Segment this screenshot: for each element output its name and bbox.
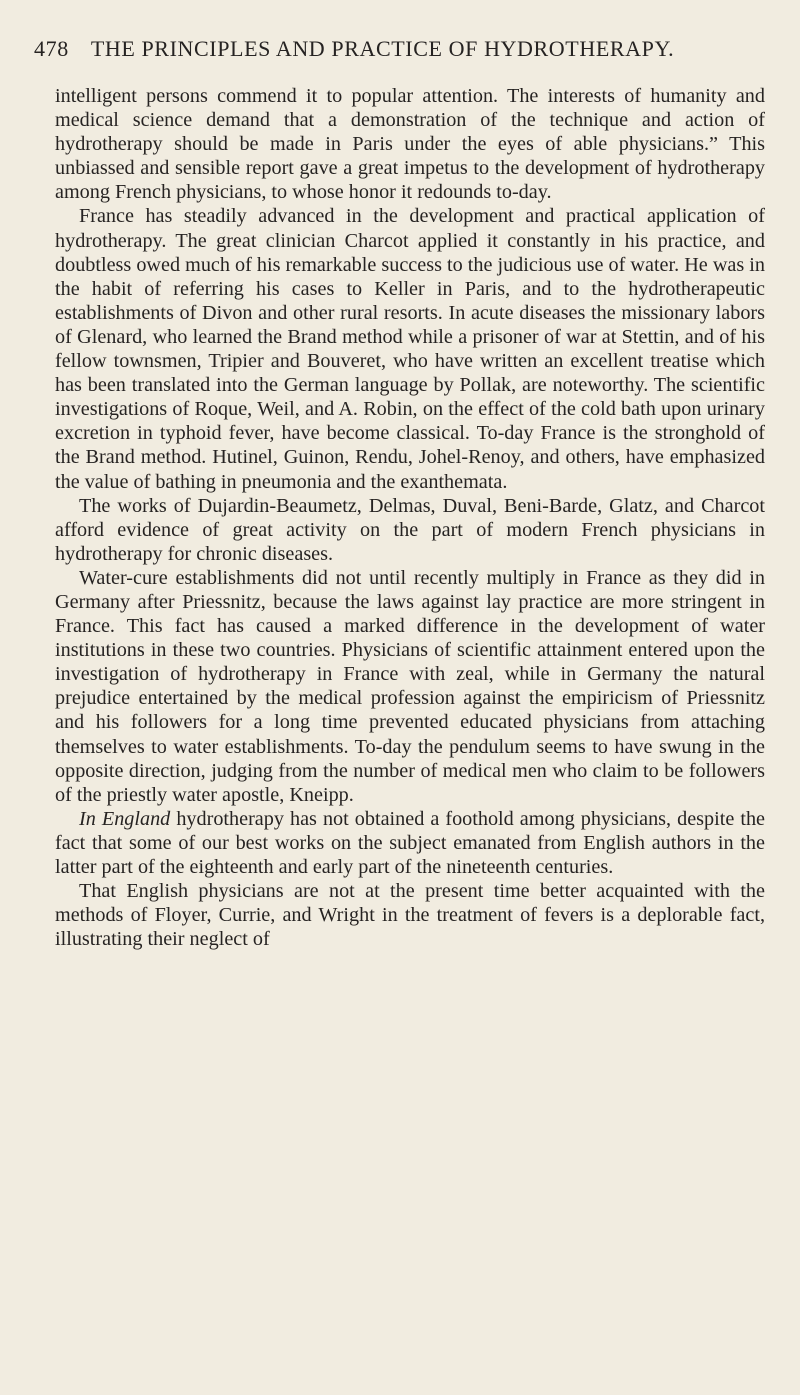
paragraph-england <box>55 807 765 879</box>
paragraph-text: hydrotherapy has not obtained a foothold among physicians, despite the fact that some of our best works on the subject emanated from English authors in the latter part of the eighteenth and early part of the nineteenth centuries. <box>55 807 766 878</box>
paragraph-text: The works of Dujardin-Beaumetz, Delmas, Duval, Beni-Barde, Glatz, and Charcot afford evidence of great activity on the part of modern French physicians in hydrotherapy for chronic diseases. <box>55 494 765 565</box>
paragraph-english-physicians <box>55 879 765 951</box>
paragraph-continuation <box>55 84 765 204</box>
running-head-title: THE PRINCIPLES AND PRACTICE OF HYDROTHERAPY. <box>90 36 675 61</box>
paragraph-french-works <box>55 494 765 566</box>
paragraph-text: Water-cure establishments did not until recently multiply in France as they did in Germany after Priessnitz, because the laws against lay practice are more stringent in France. This fact has caused a marked difference in the development of water institutions in these two countries. Physicians of scientific attainment entered upon the investigation of hydrotherapy in France with zeal, while in Germany the natural prejudice entertained by the medical profession against the empiricism of Priessnitz and his followers for a long time prevented educated physicians from attaching themselves to water establishments. To-day the pendulum seems to have swung in the opposite direction, judging from the number of medical men who claim to be followers of the priestly water apostle, Kneipp. <box>55 566 765 806</box>
running-head <box>34 36 760 70</box>
paragraph-text: That English physicians are not at the present time better acquainted with the methods of Floyer, Currie, and Wright in the treatment of fevers is a deplorable fact, illustrating their neglect of <box>55 880 765 951</box>
paragraph-france <box>55 204 765 493</box>
paragraph-water-cure <box>55 566 765 807</box>
paragraph-lead-italic: In England <box>79 807 171 830</box>
paragraph-text: intelligent persons commend it to popular attention. The interests of humanity and medical science demand that a demonstration of the technique and action of hydrotherapy should be made in Paris under the eyes of able physicians.” This unbiassed and sensible report gave a great impetus to the development of hydrotherapy among French physicians, to whose honor it redounds to-day. <box>55 85 765 204</box>
body-text <box>55 84 765 951</box>
page-number: 478 <box>34 36 69 61</box>
paragraph-text: France has steadily advanced in the development and practical application of hydrotherapy. The great clinician Charcot applied it constantly in his practice, and doubtless owed much of his remarkable success to the judicious use of water. He was in the habit of referring his cases to Keller in Paris, and to the hydrotherapeutic establishments of Divon and other rural resorts. In acute diseases the missionary labors of Glenard, who learned the Brand method while a prisoner of war at Stettin, and of his fellow townsmen, Tripier and Bouveret, who have written an excellent treatise which has been translated into the German language by Pollak, are noteworthy. The scientific investigations of Roque, Weil, and A. Robin, on the effect of the cold bath upon urinary excretion in typhoid fever, have become classical. To-day France is the stronghold of the Brand method. Hutinel, Guinon, Rendu, Johel-Renoy, and others, have emphasized the value of bathing in pneumonia and the exanthemata. <box>55 205 765 493</box>
